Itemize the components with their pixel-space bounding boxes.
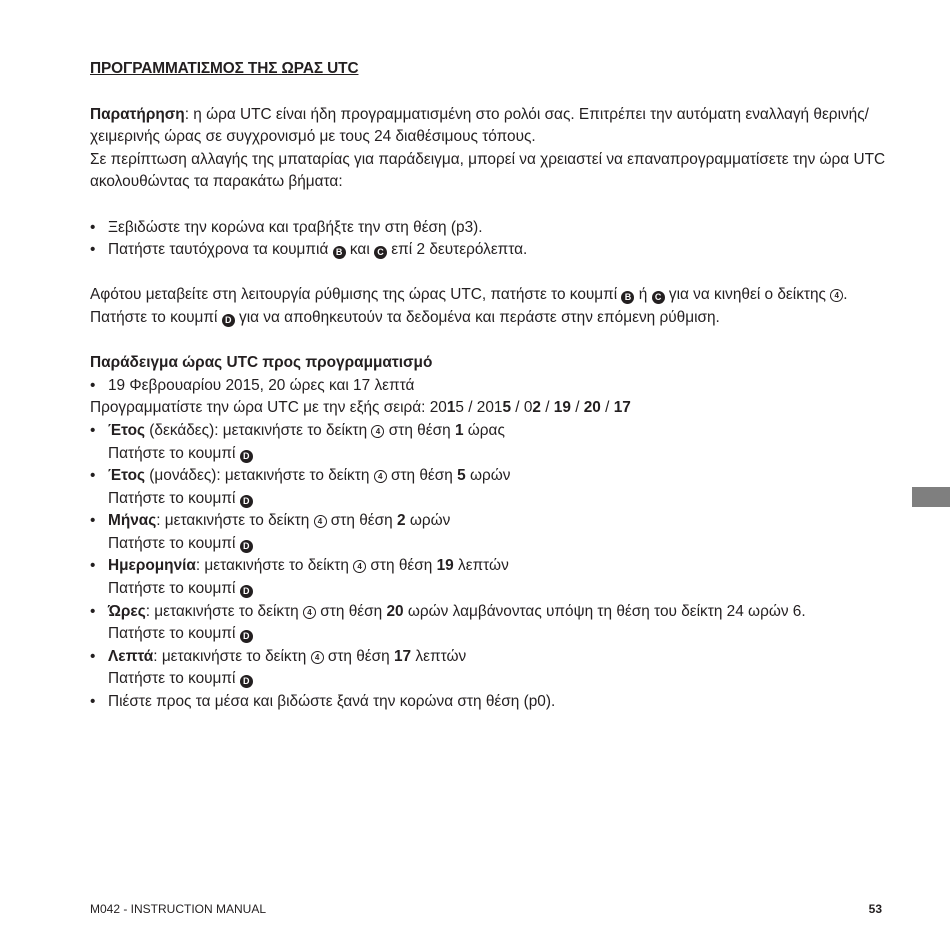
footer-manual-name: M042 - INSTRUCTION MANUAL: [90, 902, 267, 916]
list-item: • Έτος (μονάδες): μετακινήστε το δείκτη 4 στη θέση 5 ωρών: [90, 465, 890, 488]
button-d-icon: D: [240, 540, 253, 553]
press-d-line: Πατήστε το κουμπί D: [90, 533, 890, 556]
mode-paragraph: Αφότου μεταβείτε στη λειτουργία ρύθμισης της ώρας UTC, πατήστε το κουμπί B ή C για να κινηθεί ο δείκτης 4 .: [90, 286, 848, 304]
button-d-icon: D: [222, 314, 235, 327]
list-item: • Μήνας: μετακινήστε το δείκτη 4 στη θέση 2 ωρών: [90, 510, 890, 533]
hand-4-icon: 4: [314, 515, 327, 528]
hand-4-icon: 4: [353, 560, 366, 573]
step-unscrew: • Ξεβιδώστε την κορώνα και τραβήξτε την στη θέση (p3).: [90, 217, 890, 240]
press-d-line: Πατήστε το κουμπί D: [90, 488, 890, 511]
hand-4-icon: 4: [311, 651, 324, 664]
button-b-icon: B: [333, 246, 346, 259]
final-step: • Πιέστε προς τα μέσα και βιδώστε ξανά την κορώνα στη θέση (p0).: [90, 691, 890, 714]
button-d-icon: D: [240, 450, 253, 463]
press-d-line: Πατήστε το κουμπί D: [90, 443, 890, 466]
button-c-icon: C: [374, 246, 387, 259]
battery-paragraph: Σε περίπτωση αλλαγής της μπαταρίας για παράδειγμα, μπορεί να χρειαστεί να επαναπρογραμματίσετε την ώρα UTC ακολουθώντας τα παρακάτω βήματα:: [90, 150, 886, 191]
note-paragraph: Παρατήρηση: η ώρα UTC είναι ήδη προγραμματισμένη στο ρολόι σας. Επιτρέπει την αυτόματη εναλλαγή θερινής/χειμερινής ώρας σε συγχρονισμό με τους 24 διαθέσιμους τόπους.: [90, 105, 869, 146]
hand-4-icon: 4: [371, 425, 384, 438]
section-tab: [912, 487, 950, 507]
example-heading: Παράδειγμα ώρας UTC προς προγραμματισμό: [90, 354, 433, 372]
example-date: • 19 Φεβρουαρίου 2015, 20 ώρες και 17 λεπτά: [90, 375, 890, 398]
hand-4-icon: 4: [303, 606, 316, 619]
button-c-icon: C: [652, 291, 665, 304]
page-number: 53: [868, 902, 882, 916]
page-title: ΠΡΟΓΡΑΜΜΑΤΙΣΜΟΣ ΤΗΣ ΩΡΑΣ UTC: [90, 60, 359, 77]
note-label: Παρατήρηση: [90, 105, 185, 123]
press-d-line: Πατήστε το κουμπί D: [90, 578, 890, 601]
example-steps: [90, 420, 890, 714]
save-paragraph: Πατήστε το κουμπί D για να αποθηκευτούν τα δεδομένα και περάστε στην επόμενη ρύθμιση.: [90, 308, 720, 326]
example-order: Προγραμματίστε την ώρα UTC με την εξής σειρά: 2015 / 2015 / 02 / 19 / 20 / 17: [90, 399, 631, 417]
button-b-icon: B: [621, 291, 634, 304]
list-item: • Ημερομηνία: μετακινήστε το δείκτη 4 στη θέση 19 λεπτών: [90, 555, 890, 578]
button-d-icon: D: [240, 495, 253, 508]
list-item: • Έτος (δεκάδες): μετακινήστε το δείκτη 4 στη θέση 1 ώρας: [90, 420, 890, 443]
press-d-line: Πατήστε το κουμπί D: [90, 623, 890, 646]
press-d-line: Πατήστε το κουμπί D: [90, 668, 890, 691]
list-item: • Λεπτά: μετακινήστε το δείκτη 4 στη θέση 17 λεπτών: [90, 646, 890, 669]
step-press-buttons: • Πατήστε ταυτόχρονα τα κουμπιά B και C επί 2 δευτερόλεπτα.: [90, 239, 890, 262]
hand-4-icon: 4: [830, 289, 843, 302]
hand-4-icon: 4: [374, 470, 387, 483]
button-d-icon: D: [240, 675, 253, 688]
button-d-icon: D: [240, 585, 253, 598]
document-body: [90, 58, 890, 714]
list-item: • Ώρες: μετακινήστε το δείκτη 4 στη θέση 20 ωρών λαμβάνοντας υπόψη τη θέση του δείκτη 24 ωρών 6.: [90, 601, 890, 624]
button-d-icon: D: [240, 630, 253, 643]
